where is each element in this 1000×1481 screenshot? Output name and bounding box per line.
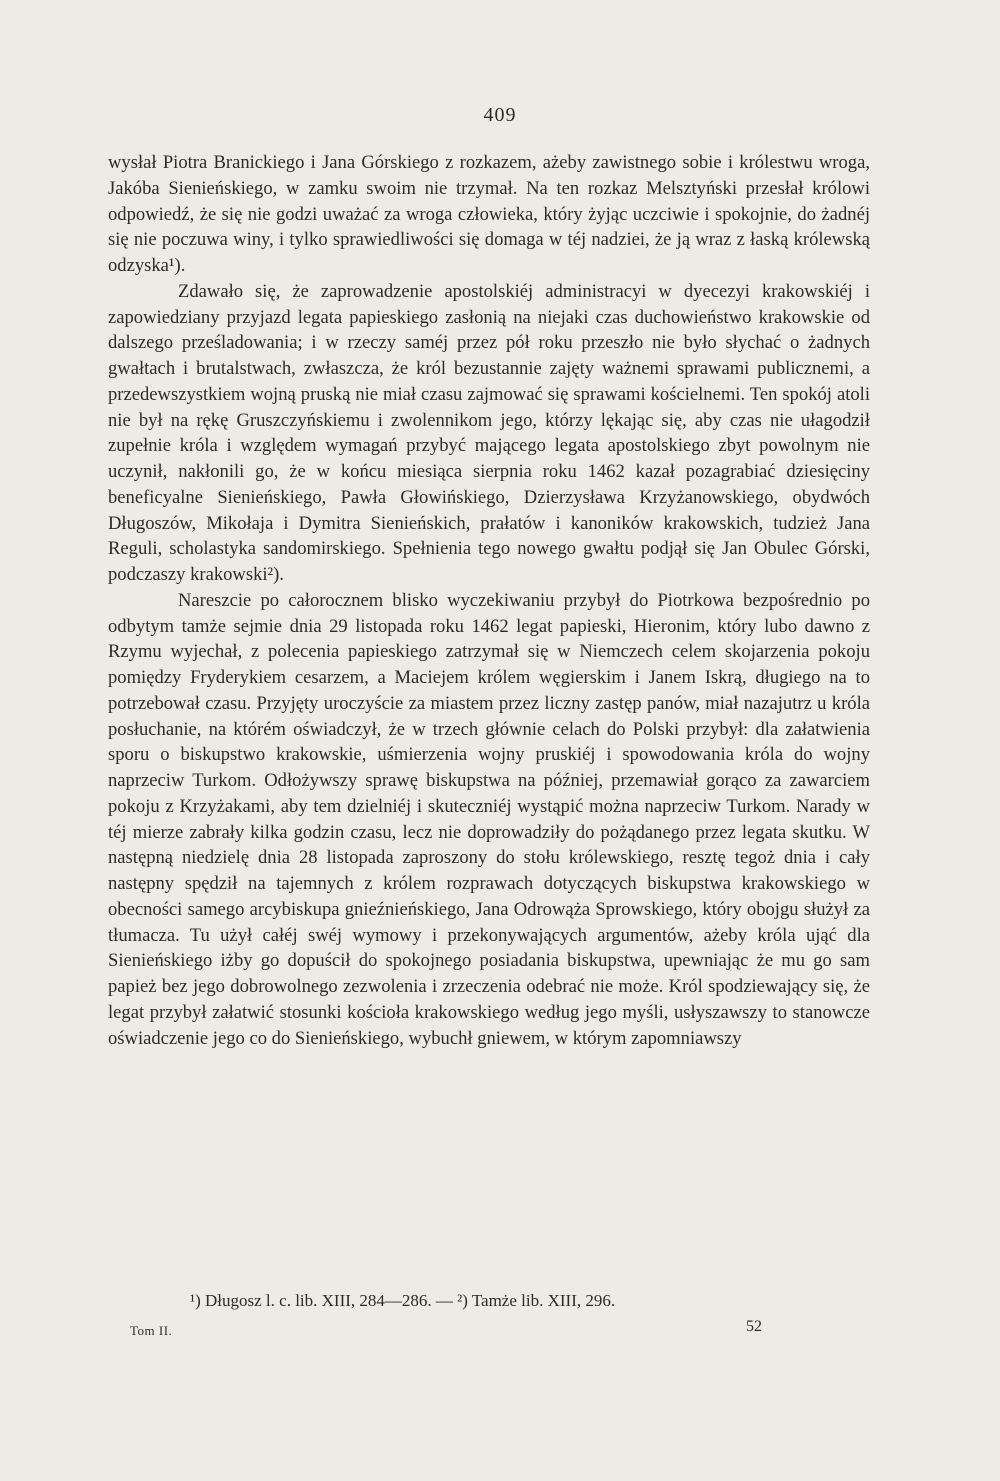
paragraph-2: Zdawało się, że zaprowadzenie apostolskiéj administracyi w dyecezyi krakowskiéj i zapowiedziany przyjazd legata papieskiego zasłonią na niejaki czas duchowieństwo krakowskie od dalszego prześladowania; i w rzeczy saméj przez pół roku przeszło nie było słychać o żadnych gwałtach i brutalstwach, zwłaszcza, że król bezustannie zajęty ważnemi sprawami publicznemi, a przedewszystkiem wojną pruską nie miał czasu zajmować się sprawami kościelnemi. Ten spokój atoli nie był na rękę Gruszczyńskiemu i zwolennikom jego, którzy lękając się, aby czas nie ułagodził zupełnie króla i względem wymagań przybyć mającego legata apostolskiego zbyt powolnym nie uczynił, nakłonili go, że w końcu miesiąca sierpnia roku 1462 kazał pozagrabiać dziesięciny beneficyalne Sienieńskiego, Pawła Głowińskiego, Dzierzysława Krzyżanowskiego, obydwóch Długoszów, Mikołaja i Dymitra Sienieńskich, prałatów i kanoników krakowskich, tudzież Jana Reguli, scholastyka sandomirskiego. Spełnienia tego nowego gwałtu podjął się Jan Obulec Górski, podczaszy krakowski²). (108, 280, 870, 585)
volume-signature: Tom II. (130, 1323, 173, 1338)
paragraph-3: Nareszcie po całorocznem blisko wyczekiwaniu przybył do Piotrkowa bezpośrednio po odbytym tamże sejmie dnia 29 listopada roku 1462 legat papieski, Hieronim, który lubo dawno z Rzymu wyjechał, z polecenia papieskiego zatrzymał się w Niemczech celem skojarzenia pokoju pomiędzy Fryderykiem cesarzem, a Maciejem królem węgierskim i Janem Iskrą, długiego na to potrzebował czasu. Przyjęty uroczyście za miastem przez liczny zastęp panów, miał nazajutrz u króla posłuchanie, na którém oświadczył, że w trzech głównie celach do Polski przybył: dla załatwienia sporu o biskupstwo krakowskie, uśmierzenia wojny pruskiéj i spowodowania króla do wojny naprzeciw Turkom. Odłożywszy sprawę biskupstwa na później, przemawiał gorąco za zawarciem pokoju z Krzyżakami, aby tem dzielniéj i skuteczniéj wystąpić można naprzeciw Turkom. Narady w téj mierze zabrały kilka godzin czasu, lecz nie doprowadziły do pożądanego przez legata skutku. W następną niedzielę dnia 28 listopada zaproszony do stołu królewskiego, resztę tegoż dnia i cały następny spędził na tajemnych z królem rozprawach dotyczących biskupstwa krakowskiego w obecności samego arcybiskupa gnieźnieńskiego, Jana Odrowąża Sprowskiego, który obojgu służył za tłumacza. Tu użył całéj swéj wymowy i przekonywających argumentów, ażeby króla ująć dla Sienieńskiego iżby go dopuścił do spokojnego posiadania biskupstwa, upewniając że mu go sam papież bez jego dobrowolnego zezwolenia i zrzeczenia odebrać nie może. Król spodziewający się, że legat przybył załatwić stosunki kościoła krakowskiego według jego myśli, usłyszawszy to stanowcze oświadczenie jego co do Sienieńskiego, wybuchł gniewem, w którym zapomniawszy (108, 589, 870, 1049)
page-number: 409 (483, 104, 517, 126)
footnotes: ¹) Długosz l. c. lib. XIII, 284—286. — ²) Tamże lib. XIII, 296. (190, 1291, 616, 1310)
sheet-signature: 52 (746, 1318, 762, 1335)
paragraph-1: wysłał Piotra Branickiego i Jana Górskiego z rozkazem, ażeby zawistnego sobie i królestwu wroga, Jakóba Sienieńskiego, w zamku swoim nie trzymał. Na ten rozkaz Melsztyński przesłał królowi odpowiedź, że się nie godzi uważać za wroga człowieka, który żyjąc uczciwie i spokojnie, do żadnéj się nie poczuwa winy, i tylko sprawiedliwości się domaga w téj nadziei, że ją wraz z łaską królewską odzyska¹). (108, 152, 870, 276)
body-text (108, 150, 870, 1051)
